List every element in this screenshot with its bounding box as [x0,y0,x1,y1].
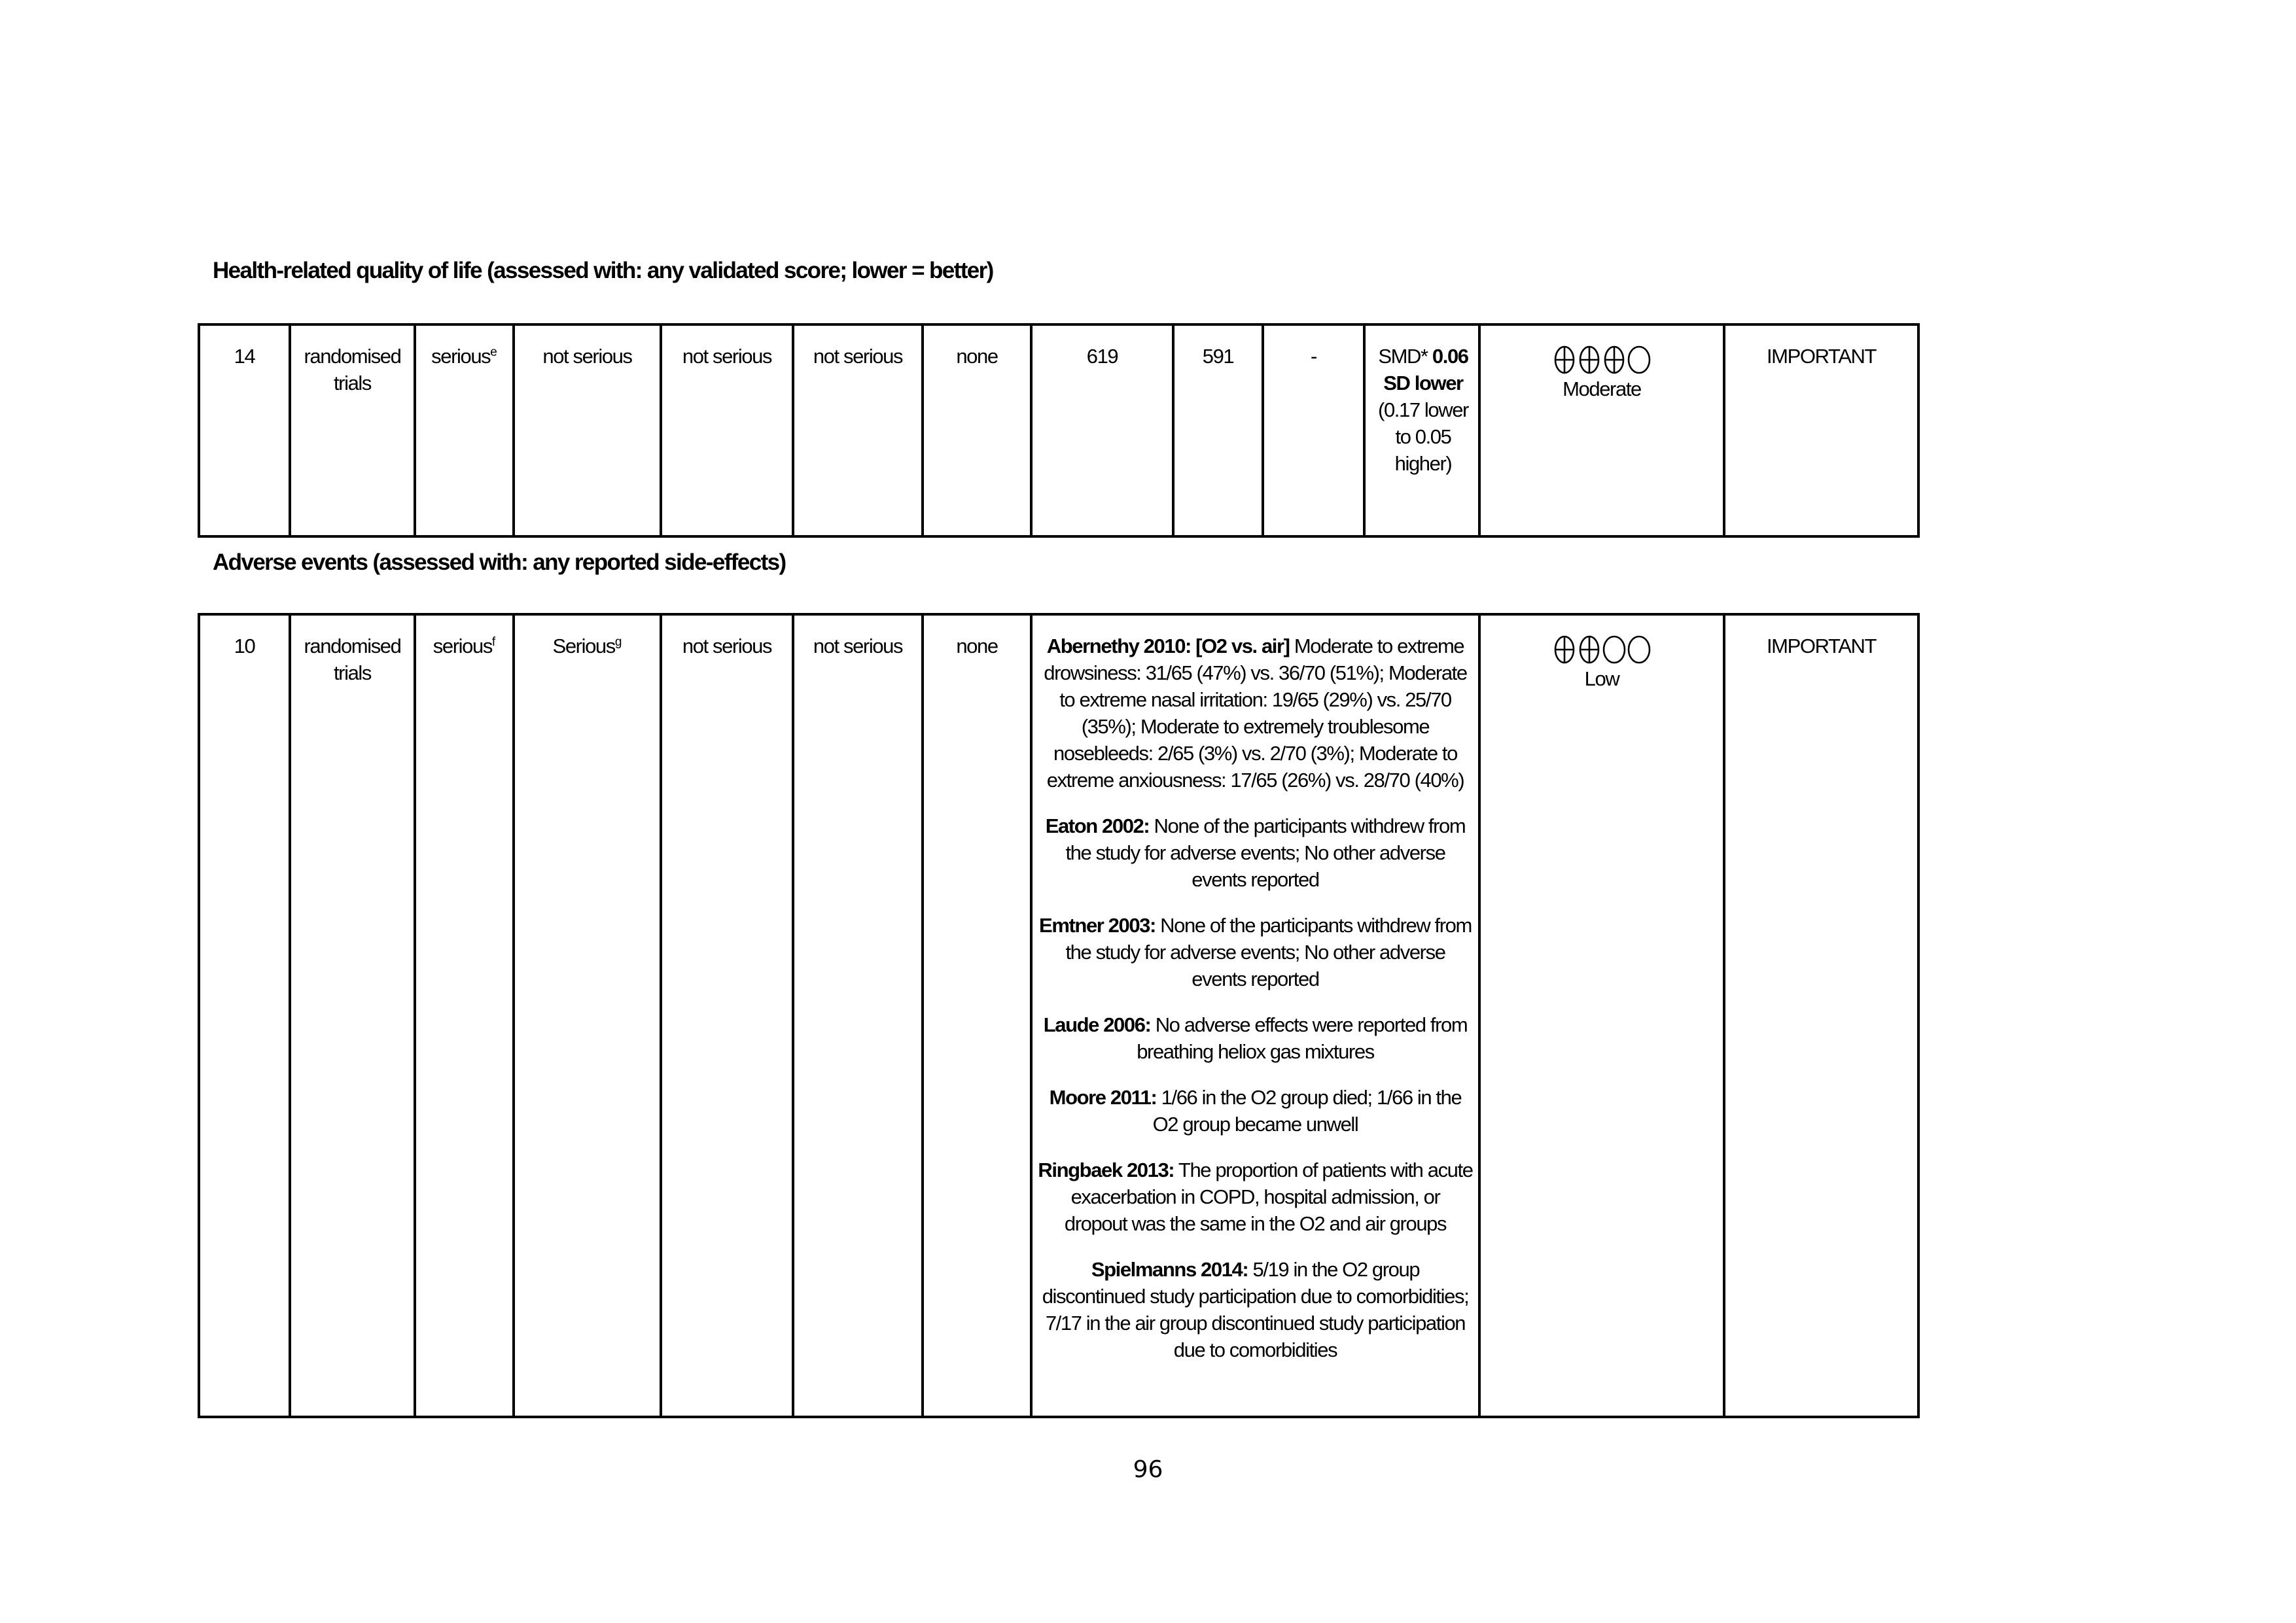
cell-narrative-effect [1031,614,1479,1417]
cell-relative-effect [1263,324,1364,536]
footnote-marker: g [614,635,622,649]
study-finding: 1/66 in the O2 group died; 1/66 in the O2 group became unwell [1152,1086,1462,1136]
importance: IMPORTANT [1766,345,1877,368]
absolute-effect-value: 0.06 SD lower [1383,345,1468,394]
inconsistency: not serious [542,345,632,368]
cell-inconsistency [514,324,661,536]
empty-circle-icon [1627,345,1651,374]
risk-of-bias: serious [433,635,492,657]
study-entry [1038,1256,1473,1363]
study-finding: Moderate to extreme drowsiness: 31/65 (47%) vs. 36/70 (51%); Moderate to extreme nasal irritation: 19/65 (29%) vs. 25/70 (35%); Moderate to extremely troublesome nosebleeds: 2/65 (3%) vs. 2/70 (3%); Moderate to extreme anxiousness: 17/65 (26%) vs. 28/70 (40%) [1044,635,1467,792]
study-entry [1038,633,1473,794]
indirectness: not serious [682,635,772,657]
cell-importance [1724,324,1918,536]
importance: IMPORTANT [1766,635,1877,657]
study-design: randomised trials [304,635,401,684]
num-studies: 14 [234,345,255,368]
study-entry [1038,1157,1473,1237]
cell-intervention-n [1031,324,1173,536]
study-entry [1038,912,1473,992]
absolute-effect-ci: (0.17 lower to 0.05 higher) [1378,398,1468,475]
num-studies: 10 [234,635,255,657]
imprecision: not serious [813,635,903,657]
absolute-effect-prefix: SMD* [1378,345,1432,368]
plus-circle-icon [1602,345,1626,374]
grade-table-adverse-events [198,613,1920,1418]
cell-imprecision [793,324,923,536]
indirectness: not serious [682,345,772,368]
cell-importance [1724,614,1918,1417]
study-citation: Abernethy 2010: [O2 vs. air] [1046,635,1290,657]
section-heading-adverse-events: Adverse events (assessed with: any reported side-effects) [213,550,786,575]
control-n: 591 [1202,345,1234,368]
study-entry [1038,1011,1473,1065]
cell-certainty [1479,324,1724,536]
table-row [199,324,1918,536]
study-citation: Eaton 2002: [1045,814,1150,837]
study-entry [1038,1084,1473,1138]
footnote-marker: e [490,345,497,359]
other-considerations: none [956,345,998,368]
cell-other-considerations [923,614,1031,1417]
risk-of-bias: serious [431,345,491,368]
cell-risk-of-bias [415,324,514,536]
study-citation: Laude 2006: [1043,1013,1151,1036]
cell-indirectness [661,324,793,536]
plus-circle-icon [1553,635,1576,664]
empty-circle-icon [1602,635,1626,664]
empty-circle-icon [1627,635,1651,664]
study-citation: Ringbaek 2013: [1038,1159,1174,1181]
relative-effect: - [1311,345,1316,368]
certainty-label: Moderate [1563,377,1641,400]
imprecision: not serious [813,345,903,368]
inconsistency: Serious [552,635,615,657]
certainty-label: Low [1584,667,1619,690]
certainty-rating [1486,345,1718,374]
page-number: 96 [1133,1456,1163,1483]
study-finding: No adverse effects were reported from breathing heliox gas mixtures [1137,1013,1468,1063]
certainty-rating [1486,635,1718,664]
footnote-marker: f [491,635,496,649]
cell-study-design [290,324,415,536]
plus-circle-icon [1553,345,1576,374]
study-citation: Emtner 2003: [1039,914,1156,937]
study-citation: Spielmanns 2014: [1091,1258,1248,1281]
cell-num-studies [199,324,290,536]
cell-certainty [1479,614,1724,1417]
cell-inconsistency [514,614,661,1417]
section-heading-quality-of-life: Health-related quality of life (assessed with: any validated score; lower = better) [213,258,993,283]
cell-control-n [1173,324,1263,536]
effect-entries [1038,633,1473,1363]
cell-num-studies [199,614,290,1417]
other-considerations: none [956,635,998,657]
study-finding: None of the participants withdrew from the study for adverse events; No other adverse events reported [1065,914,1472,990]
cell-study-design [290,614,415,1417]
cell-other-considerations [923,324,1031,536]
study-finding: None of the participants withdrew from the study for adverse events; No other adverse events reported [1065,814,1466,891]
table-row [199,614,1918,1417]
study-finding: 5/19 in the O2 group discontinued study participation due to comorbidities; 7/17 in the air group discontinued study participation due to comorbidities [1042,1258,1469,1361]
cell-imprecision [793,614,923,1417]
study-citation: Moore 2011: [1049,1086,1157,1109]
cell-absolute-effect [1364,324,1479,536]
plus-circle-icon [1578,635,1601,664]
cell-indirectness [661,614,793,1417]
study-finding: The proportion of patients with acute exacerbation in COPD, hospital admission, or dropout was the same in the O2 and air groups [1064,1159,1473,1235]
plus-circle-icon [1578,345,1601,374]
grade-table-quality-of-life [198,323,1920,538]
study-design: randomised trials [304,345,401,394]
intervention-n: 619 [1086,345,1118,368]
study-entry [1038,812,1473,893]
cell-risk-of-bias [415,614,514,1417]
